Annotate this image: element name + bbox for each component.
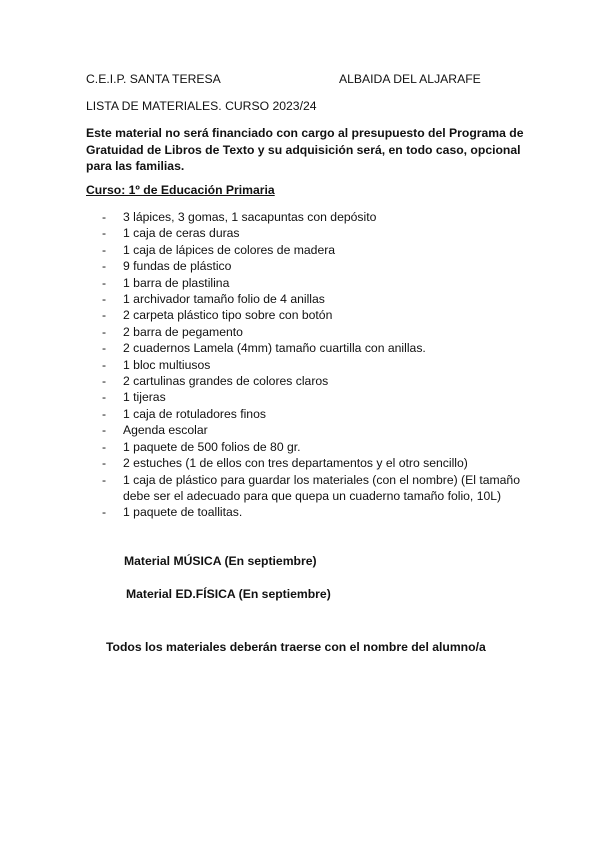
- list-item: [102, 389, 522, 405]
- list-item: [102, 275, 522, 291]
- list-item: [102, 406, 522, 422]
- bullet-dash: -: [102, 390, 107, 405]
- bullet-dash: -: [102, 439, 107, 454]
- materials-list: [102, 209, 522, 521]
- bullet-dash: -: [102, 242, 107, 257]
- list-item-text: 3 lápices, 3 gomas, 1 sacapuntas con depósito: [123, 210, 377, 224]
- list-item: [102, 225, 522, 241]
- bullet-dash: -: [102, 210, 107, 224]
- list-item: [102, 357, 522, 373]
- list-item: [102, 455, 522, 471]
- course-heading: Curso: 1º de Educación Primaria: [86, 183, 275, 197]
- bullet-dash: -: [102, 226, 107, 241]
- bullet-dash: -: [102, 292, 107, 307]
- list-item-text: 9 fundas de plástico: [123, 259, 232, 274]
- bullet-dash: -: [102, 357, 107, 372]
- bullet-dash: -: [102, 423, 107, 438]
- list-item: [102, 209, 522, 225]
- list-item: [102, 373, 522, 389]
- list-item: [102, 307, 522, 323]
- school-name: C.E.I.P. SANTA TERESA: [86, 72, 221, 86]
- list-item: [102, 242, 522, 258]
- list-item-text: Agenda escolar: [123, 423, 208, 438]
- list-item: [102, 340, 522, 356]
- list-item-text: 1 caja de lápices de colores de madera: [123, 242, 336, 257]
- list-item-text: 1 caja de rotuladores finos: [123, 406, 266, 421]
- list-item-text: 2 estuches (1 de ellos con tres departamentos y el otro sencillo): [123, 456, 468, 471]
- list-item-text: 1 tijeras: [123, 390, 166, 405]
- list-item-text: 1 bloc multiusos: [123, 357, 211, 372]
- bullet-dash: -: [102, 374, 107, 389]
- funding-notice: Este material no será financiado con cargo al presupuesto del Programa de Gratuidad de Libros de Texto y su adquisición será, en todo caso, opcional para las familias.: [86, 126, 524, 173]
- list-item: [102, 439, 522, 455]
- list-item-text: 1 archivador tamaño folio de 4 anillas: [123, 292, 325, 307]
- bullet-dash: -: [102, 505, 107, 520]
- list-item-text: 1 caja de ceras duras: [123, 226, 240, 241]
- list-item: [102, 504, 522, 520]
- list-item-text: 2 carpeta plástico tipo sobre con botón: [123, 308, 333, 323]
- list-item: [102, 472, 522, 505]
- list-item-text: 1 barra de plastilina: [123, 275, 230, 290]
- list-item-text: 2 cartulinas grandes de colores claros: [123, 374, 329, 389]
- music-material-note: Material MÚSICA (En septiembre): [124, 554, 317, 568]
- list-item: [102, 258, 522, 274]
- pe-material-note: Material ED.FÍSICA (En septiembre): [126, 587, 331, 601]
- bullet-dash: -: [102, 308, 107, 323]
- list-item: [102, 422, 522, 438]
- bullet-dash: -: [102, 456, 107, 471]
- list-item-text: 2 barra de pegamento: [123, 324, 243, 339]
- list-item-text: 1 paquete de toallitas.: [123, 505, 243, 520]
- bullet-dash: -: [102, 324, 107, 339]
- list-item-text: 2 cuadernos Lamela (4mm) tamaño cuartilla con anillas.: [123, 341, 426, 356]
- town-name: ALBAIDA DEL ALJARAFE: [339, 72, 481, 86]
- bullet-dash: -: [102, 275, 107, 290]
- bullet-dash: -: [102, 406, 107, 421]
- list-item: [102, 291, 522, 307]
- list-item-text: 1 paquete de 500 folios de 80 gr.: [123, 439, 301, 454]
- footer-note: Todos los materiales deberán traerse con el nombre del alumno/a: [106, 640, 486, 654]
- list-item-text: 1 caja de plástico para guardar los materiales (con el nombre) (El tamaño debe ser el adecuado para que quepa un cuaderno tamaño folio, 10L): [123, 472, 520, 503]
- bullet-dash: -: [102, 341, 107, 356]
- bullet-dash: -: [102, 472, 107, 487]
- list-title: LISTA DE MATERIALES. CURSO 2023/24: [86, 99, 317, 113]
- bullet-dash: -: [102, 259, 107, 274]
- list-item: [102, 324, 522, 340]
